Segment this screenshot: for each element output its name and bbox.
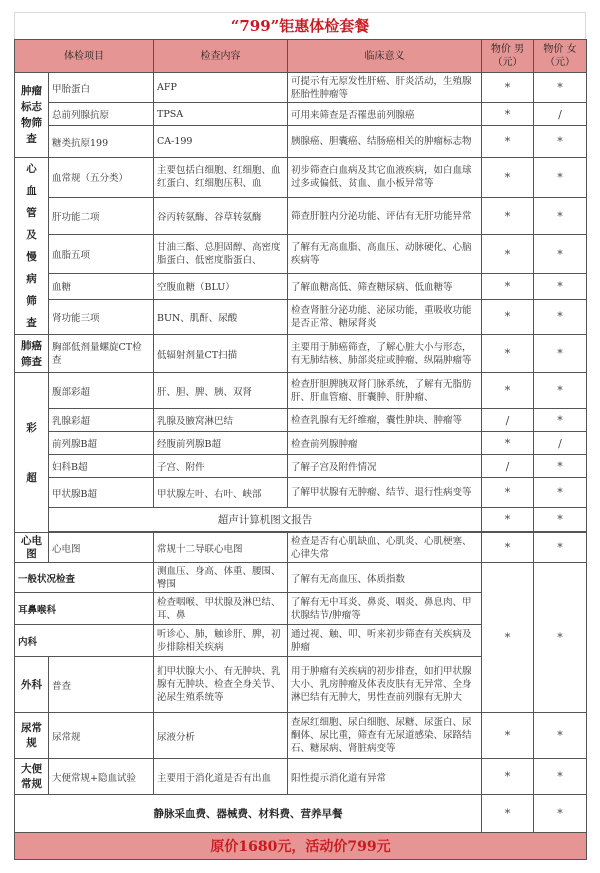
item-meaning-text: 检查肾脏分泌功能、泌尿功能，重吸收功能是否正常、糖尿肾炎: [291, 304, 472, 329]
price-row: [15, 833, 587, 860]
header-meaning: 临床意义: [288, 40, 482, 73]
male-mark: *: [482, 299, 534, 334]
female-mark: *: [534, 73, 587, 103]
table-row: [15, 795, 587, 833]
female-mark: *: [534, 158, 587, 198]
header-item: 体检项目: [15, 40, 154, 73]
male-mark: *: [482, 126, 534, 158]
table-row: [15, 373, 587, 409]
item-meaning: 筛查肝脏内分泌功能、评估有无肝功能异常: [288, 197, 482, 235]
table-row: [15, 299, 587, 334]
category-surgery: 外科: [15, 657, 49, 713]
item-content: AFP: [154, 73, 288, 103]
table-row: [15, 235, 587, 274]
male-mark: /: [482, 409, 534, 432]
table-row: [15, 103, 587, 126]
price-banner: 原价1680元，活动价799元: [15, 833, 587, 860]
category-general: 一般状况检查: [15, 563, 154, 593]
female-mark: *: [534, 713, 587, 759]
item-name: 总前列腺抗原: [49, 103, 154, 126]
male-mark: *: [482, 274, 534, 300]
item-name: 妇科B超: [49, 455, 154, 478]
item-content-text: 甘油三酯、总胆固醇、高密度脂蛋白、低密度脂蛋白、: [157, 242, 281, 267]
item-meaning-text: 了解甲状腺有无肿瘤、结节、退行性病变等: [291, 487, 472, 498]
item-meaning: 了解血糖高低、筛查糖尿病、低血糖等: [288, 274, 482, 300]
item-content: BUN、肌酐、尿酸: [154, 299, 288, 334]
item-meaning: 胰腺癌、胆囊癌、结肠癌相关的肿瘤标志物: [288, 126, 482, 158]
item-meaning-text: 用于肿瘤有关疾病的初步排查，如扪甲状腺大小、乳房肿瘤及体表皮肤有无异常、全身淋巴结有无肿大，男性查前列腺有无肿大: [291, 666, 472, 703]
item-content: 谷丙转氨酶、谷草转氨酶: [154, 197, 288, 235]
item-meaning: [288, 657, 482, 713]
male-mark: *: [482, 103, 534, 126]
table-row: [15, 478, 587, 508]
item-name: 大便常规+隐血试验: [49, 759, 154, 795]
item-name: 血糖: [49, 274, 154, 300]
item-content: [154, 235, 288, 274]
category-cardio: 心血管及慢病筛查: [15, 158, 49, 335]
item-meaning: [288, 299, 482, 334]
item-meaning: [288, 373, 482, 409]
table-row: [15, 455, 587, 478]
item-meaning: [288, 335, 482, 373]
item-name: 甲状腺B超: [49, 478, 154, 508]
female-mark: *: [534, 373, 587, 409]
female-mark: *: [534, 455, 587, 478]
header-row: [15, 40, 587, 73]
item-meaning: 检查前列腺肿瘤: [288, 432, 482, 455]
item-meaning: 阳性提示消化道有异常: [288, 759, 482, 795]
item-content-text: 测血压、身高、体重、腰围、臀围: [157, 565, 281, 590]
table-row: [15, 197, 587, 235]
item-meaning-text: 检查乳腺有无纤维瘤，囊性肿块、肿瘤等: [291, 414, 463, 426]
male-mark: *: [482, 795, 534, 833]
item-name: 心电图: [49, 533, 154, 563]
item-meaning: 通过视、触、叩、听来初步筛查有关疾病及肿瘤: [288, 625, 482, 657]
female-mark: *: [534, 274, 587, 300]
item-meaning: 可用来筛查是否罹患前列腺癌: [288, 103, 482, 126]
item-content: CA-199: [154, 126, 288, 158]
item-meaning-text: 检查是否有心肌缺血、心肌炎、心肌梗塞、心律失常: [291, 535, 472, 560]
table-row: [15, 563, 587, 593]
item-meaning: [288, 533, 482, 563]
item-content: 甲状腺左叶、右叶、峡部: [154, 478, 288, 508]
item-meaning: [288, 478, 482, 508]
female-mark: *: [534, 409, 587, 432]
package-sheet: [14, 12, 586, 860]
male-mark: *: [482, 713, 534, 759]
category-ultrasound: 彩超: [15, 373, 49, 533]
item-name: 甲胎蛋白: [49, 73, 154, 103]
item-meaning: 了解有无高血脂、高血压、动脉硬化、心脑疾病等: [288, 235, 482, 274]
item-content: 检查咽喉、甲状腺及淋巴结、耳、鼻: [154, 593, 288, 625]
item-name: 肝功能二项: [49, 197, 154, 235]
male-mark: *: [482, 73, 534, 103]
table-row: [15, 508, 587, 532]
item-name: 乳腺彩超: [49, 409, 154, 432]
item-meaning: 查尿红细胞、尿白细胞、尿糖、尿蛋白、尿酮体、尿比重，筛查有无尿道感染、尿路结石、糖尿病、肾脏病变等: [288, 713, 482, 759]
item-content: 乳腺及腋窝淋巴结: [154, 409, 288, 432]
item-content-text: 主要包括白细胞、红细胞、血红蛋白、红细胞压积、血: [157, 165, 281, 190]
female-mark: /: [534, 432, 587, 455]
item-content: [154, 563, 288, 593]
item-name: 肾功能三项: [49, 299, 154, 334]
female-mark: *: [534, 197, 587, 235]
item-content: 主要用于消化道是否有出血: [154, 759, 288, 795]
item-name: 尿常规: [49, 713, 154, 759]
category-urine: 尿常规: [15, 713, 49, 759]
table-row: [15, 274, 587, 300]
item-name: 血脂五项: [49, 235, 154, 274]
item-name: 糖类抗原199: [49, 126, 154, 158]
table-row: [15, 533, 587, 563]
female-mark: *: [534, 759, 587, 795]
male-mark: *: [482, 373, 534, 409]
table-row: [15, 713, 587, 759]
item-name: 前列腺B超: [49, 432, 154, 455]
table-row: [15, 73, 587, 103]
table-row: [15, 158, 587, 198]
male-mark: *: [482, 335, 534, 373]
checkup-table: [14, 39, 587, 860]
male-mark: /: [482, 455, 534, 478]
female-mark: *: [534, 299, 587, 334]
item-name: 超声计算机图文报告: [49, 508, 482, 532]
category-lung: 肺癌筛查: [15, 335, 49, 373]
item-content: 经腹前列腺B超: [154, 432, 288, 455]
male-mark: *: [482, 759, 534, 795]
category-ent: 耳鼻喉科: [15, 593, 154, 625]
male-mark: *: [482, 432, 534, 455]
female-mark: *: [534, 126, 587, 158]
item-meaning-text: 检查肝胆脾胰双肾门脉系统，了解有无脂肪肝、肝血管瘤、肝囊肿、肝肿瘤、: [291, 378, 472, 403]
item-content: [154, 158, 288, 198]
item-content: 肝、胆、脾、胰、双肾: [154, 373, 288, 409]
item-meaning-text: 初步筛查白血病及其它血液疾病，如白血球过多或偏低、贫血、血小板异常等: [291, 165, 472, 190]
category-stool: 大便常规: [15, 759, 49, 795]
item-meaning: [288, 158, 482, 198]
female-mark: *: [534, 508, 587, 532]
male-mark: *: [482, 508, 534, 532]
female-mark: *: [534, 795, 587, 833]
item-name: 胸部低剂量螺旋CT检查: [49, 335, 154, 373]
item-meaning: [288, 409, 482, 432]
item-content: 低辐射剂量CT扫描: [154, 335, 288, 373]
female-mark: *: [534, 478, 587, 508]
female-mark: /: [534, 103, 587, 126]
item-content: 尿液分析: [154, 713, 288, 759]
category-internal: 内科: [15, 625, 154, 657]
male-mark: *: [482, 533, 534, 563]
table-row: [15, 409, 587, 432]
female-mark: *: [534, 533, 587, 563]
item-meaning: 了解有无中耳炎、鼻炎、咽炎、鼻息肉、甲状腺结节/肿瘤等: [288, 593, 482, 625]
header-content: 检查内容: [154, 40, 288, 73]
table-row: [15, 335, 587, 373]
male-mark: *: [482, 158, 534, 198]
item-meaning-text: 主要用于肺癌筛查，了解心脏大小与形态，有无肺结核、肺部炎症或肿瘤、纵隔肿瘤等: [291, 341, 472, 366]
male-mark: *: [482, 478, 534, 508]
item-content: TPSA: [154, 103, 288, 126]
item-name: 普查: [49, 657, 154, 713]
male-mark: *: [482, 235, 534, 274]
category-ecg: 心电图: [15, 533, 49, 563]
item-content: 常规十二导联心电图: [154, 533, 288, 563]
female-mark: *: [534, 335, 587, 373]
item-meaning: 了解有无高血压、体质指数: [288, 563, 482, 593]
header-male-price: 物价 男 （元）: [482, 40, 534, 73]
female-mark: *: [534, 235, 587, 274]
item-content: 子宫、附件: [154, 455, 288, 478]
male-mark: *: [482, 197, 534, 235]
item-meaning: 了解子宫及附件情况: [288, 455, 482, 478]
table-row: [15, 432, 587, 455]
fees-label: 静脉采血费、器械费、材料费、营养早餐: [15, 795, 482, 833]
category-tumor: 肿瘤标志物筛查: [15, 73, 49, 158]
male-mark: *: [482, 563, 534, 713]
item-content: 听诊心、肺，触诊肝、脾，初步排除相关疾病: [154, 625, 288, 657]
header-female-price: 物价 女 （元）: [534, 40, 587, 73]
item-meaning: 可提示有无原发性肝癌、肝炎活动，生殖腺胚胎性肿瘤等: [288, 73, 482, 103]
item-content: 空腹血糖（BLU）: [154, 274, 288, 300]
table-row: [15, 126, 587, 158]
item-name: 腹部彩超: [49, 373, 154, 409]
item-content: 扪甲状腺大小、有无肿块、乳腺有无肿块、检查全身关节、泌尿生殖系统等: [154, 657, 288, 713]
item-name: 血常规（五分类）: [49, 158, 154, 198]
female-mark: *: [534, 563, 587, 713]
table-row: [15, 759, 587, 795]
page-title: “799”钜惠体检套餐: [14, 12, 586, 39]
